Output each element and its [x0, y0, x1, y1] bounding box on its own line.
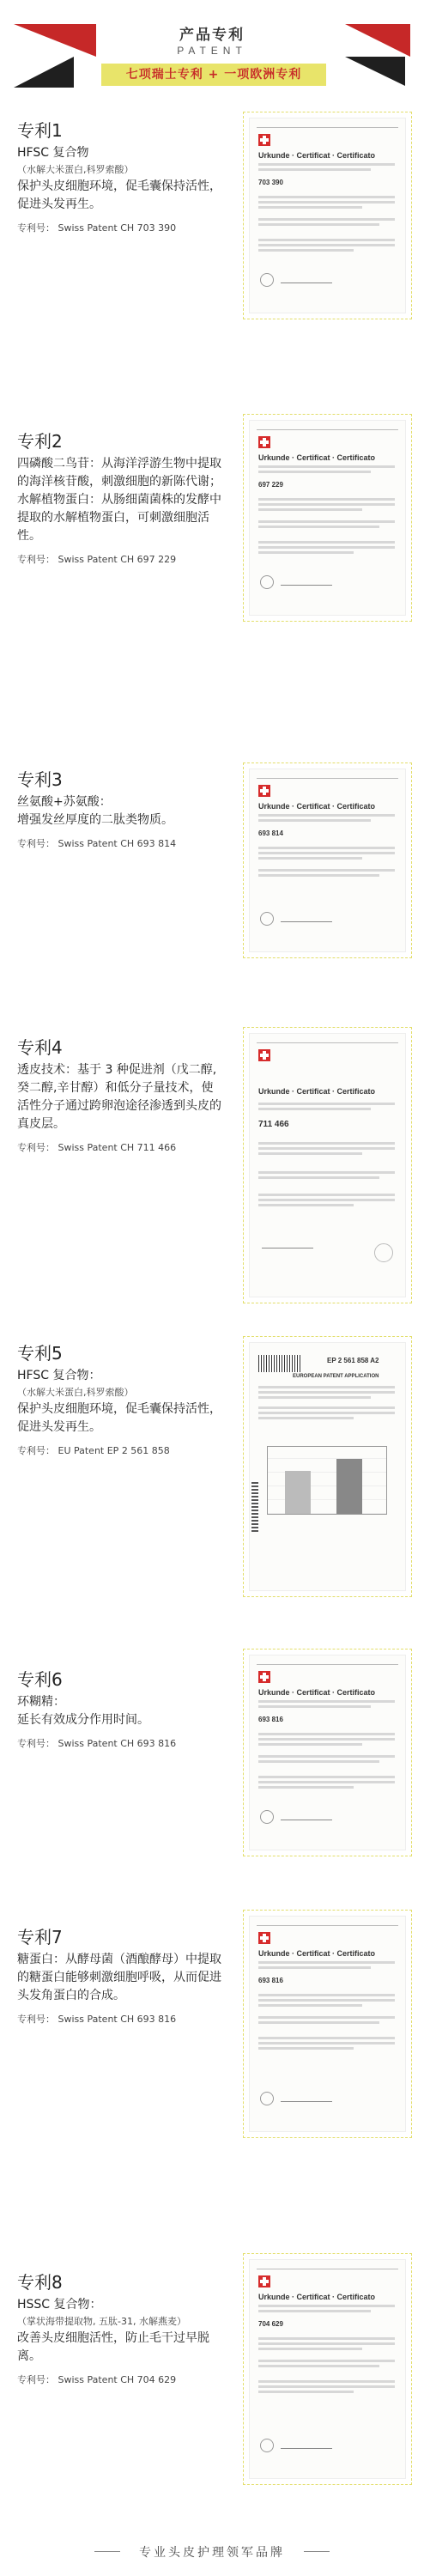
patent-number: 专利号： Swiss Patent CH 703 390 — [17, 222, 177, 234]
patent-body — [17, 793, 221, 853]
signature-line — [281, 278, 332, 283]
swiss-cross-icon — [258, 134, 270, 146]
certificate-title: Urkunde · Certificat · Certificato — [258, 151, 376, 160]
patent-desc: 四磷酸二鸟苷：从海洋浮游生物中提取的海洋核苷酸，刺激细胞的新陈代谢；水解植物蛋白：从肠细菌菌株的发酵中提取的水解植物蛋白，可刺激细胞活性。 — [17, 457, 221, 543]
patent-desc: 增强发丝厚度的二肽类物质。 — [17, 813, 173, 827]
patent-certificate — [243, 1336, 412, 1597]
patent-title: 专利5 — [17, 1343, 63, 1364]
certificate-number: 711 466 — [258, 1120, 289, 1129]
decor-triangle-dark-right — [345, 57, 405, 86]
signature-line — [262, 1243, 313, 1249]
patent-body — [17, 1367, 221, 1460]
patent-number: 专利号： Swiss Patent CH 693 814 — [17, 838, 177, 849]
seal-icon — [260, 575, 274, 589]
patent-title: 专利1 — [17, 120, 63, 141]
figure-chart — [267, 1446, 387, 1515]
seal-icon — [260, 2439, 274, 2452]
certificate-title: Urkunde · Certificat · Certificato — [258, 453, 376, 462]
certificate-title: Urkunde · Certificat · Certificato — [258, 802, 376, 811]
patent-body — [17, 2296, 221, 2389]
patent-certificate — [243, 1910, 412, 2138]
certificate-number: 697 229 — [258, 481, 283, 489]
signature-line — [281, 1815, 332, 1820]
certificate-number: 703 390 — [258, 179, 283, 186]
patent-body — [17, 1951, 221, 2028]
patent-compound: HFSC 复合物： — [17, 1369, 101, 1382]
patent-number: 专利号： EU Patent EP 2 561 858 — [17, 1445, 170, 1456]
page-subtitle: PATENT — [177, 45, 247, 57]
patent-number: 专利号： Swiss Patent CH 704 629 — [17, 2374, 177, 2385]
patent-note: （水解大米蛋白,科罗索酸） — [17, 1387, 134, 1398]
patent-desc: 糖蛋白：从酵母菌（酒酿酵母）中提取的糖蛋白能够刺激细胞呼吸，从而促进头发角蛋白的合成。 — [17, 1953, 221, 2002]
patent-certificate — [243, 414, 412, 622]
patent-number: 专利号： Swiss Patent CH 697 229 — [17, 554, 177, 565]
swiss-cross-icon — [258, 2275, 270, 2287]
certificate-number: 693 814 — [258, 829, 283, 837]
patent-note: （水解大米蛋白,科罗索酸） — [17, 164, 134, 175]
certificate-number: 693 816 — [258, 1977, 283, 1984]
patent-number: 专利号： Swiss Patent CH 693 816 — [17, 1738, 177, 1749]
patent-compound: HSSC 复合物： — [17, 2298, 102, 2312]
certificate-title: Urkunde · Certificat · Certificato — [258, 1688, 376, 1697]
patent-body — [17, 1061, 221, 1157]
patent-banner: 七项瑞士专利 + 一项欧洲专利 — [101, 64, 326, 86]
certificate-number: 704 629 — [258, 2320, 283, 2328]
vertical-number — [251, 1480, 258, 1532]
page-footer — [0, 2535, 424, 2569]
seal-icon — [260, 912, 274, 926]
patent-number: 专利号： Swiss Patent CH 693 816 — [17, 2014, 177, 2025]
patent-compound: 丝氨酸+苏氨酸： — [17, 795, 112, 809]
certificate-title: Urkunde · Certificat · Certificato — [258, 2293, 376, 2301]
patent-desc: 保护头皮细胞环境，促毛囊保持活性，促进头发再生。 — [17, 179, 221, 211]
seal-icon — [260, 273, 274, 287]
page-title: 产品专利 — [179, 27, 245, 44]
signature-line — [281, 917, 332, 922]
patent-title: 专利2 — [17, 431, 63, 452]
patent-desc: 保护头皮细胞环境，促毛囊保持活性，促进头发再生。 — [17, 1402, 221, 1434]
footer-slogan: 专业头皮护理领军品牌 — [139, 2546, 285, 2560]
patent-number: 专利号： Swiss Patent CH 711 466 — [17, 1142, 177, 1153]
signature-line — [281, 2444, 332, 2449]
patent-title: 专利7 — [17, 1927, 63, 1947]
patent-desc: 延长有效成分作用时间。 — [17, 1713, 149, 1727]
patent-certificate — [243, 1649, 412, 1856]
patent-desc: 改善头皮细胞活性，防止毛干过早脱离。 — [17, 2331, 209, 2363]
patent-certificate — [243, 2253, 412, 2485]
patent-certificate — [243, 1027, 412, 1303]
swiss-cross-icon — [258, 1932, 270, 1944]
seal-icon — [260, 2092, 274, 2105]
patent-certificate — [243, 762, 412, 958]
patent-title: 专利4 — [17, 1037, 63, 1058]
footer-line-right — [304, 2551, 330, 2552]
signature-line — [281, 580, 332, 586]
patent-body — [17, 455, 221, 568]
patent-certificate — [243, 112, 412, 319]
certificate-title: Urkunde · Certificat · Certificato — [258, 1949, 376, 1958]
swiss-cross-icon — [258, 1049, 270, 1061]
patent-title: 专利8 — [17, 2272, 63, 2293]
patent-compound: 环糊精： — [17, 1695, 65, 1709]
patent-desc: 透皮技术：基于 3 种促进剂（戊二醇,癸二醇,辛甘醇）和低分子量技术，使活性分子通过跨卵泡途径渗透到头皮的真皮层。 — [17, 1063, 221, 1131]
patent-note: （掌状海带提取物, 五肽-31, 水解燕麦） — [17, 2316, 186, 2327]
patent-body — [17, 1693, 221, 1753]
barcode-icon — [258, 1355, 301, 1372]
seal-icon — [260, 1810, 274, 1824]
certificate-title: EUROPEAN PATENT APPLICATION — [293, 1374, 379, 1379]
swiss-cross-icon — [258, 785, 270, 797]
seal-icon — [374, 1243, 393, 1262]
patent-title: 专利6 — [17, 1669, 63, 1690]
certificate-number: EP 2 561 858 A2 — [327, 1357, 379, 1364]
patent-body — [17, 144, 221, 237]
signature-line — [281, 2097, 332, 2102]
swiss-cross-icon — [258, 1671, 270, 1683]
certificate-number: 693 816 — [258, 1716, 283, 1723]
patent-title: 专利3 — [17, 769, 63, 790]
certificate-title: Urkunde · Certificat · Certificato — [258, 1087, 376, 1096]
patent-compound: HFSC 复合物 — [17, 146, 89, 160]
page-header — [0, 0, 424, 103]
swiss-cross-icon — [258, 436, 270, 448]
decor-triangle-dark-left — [14, 57, 74, 88]
